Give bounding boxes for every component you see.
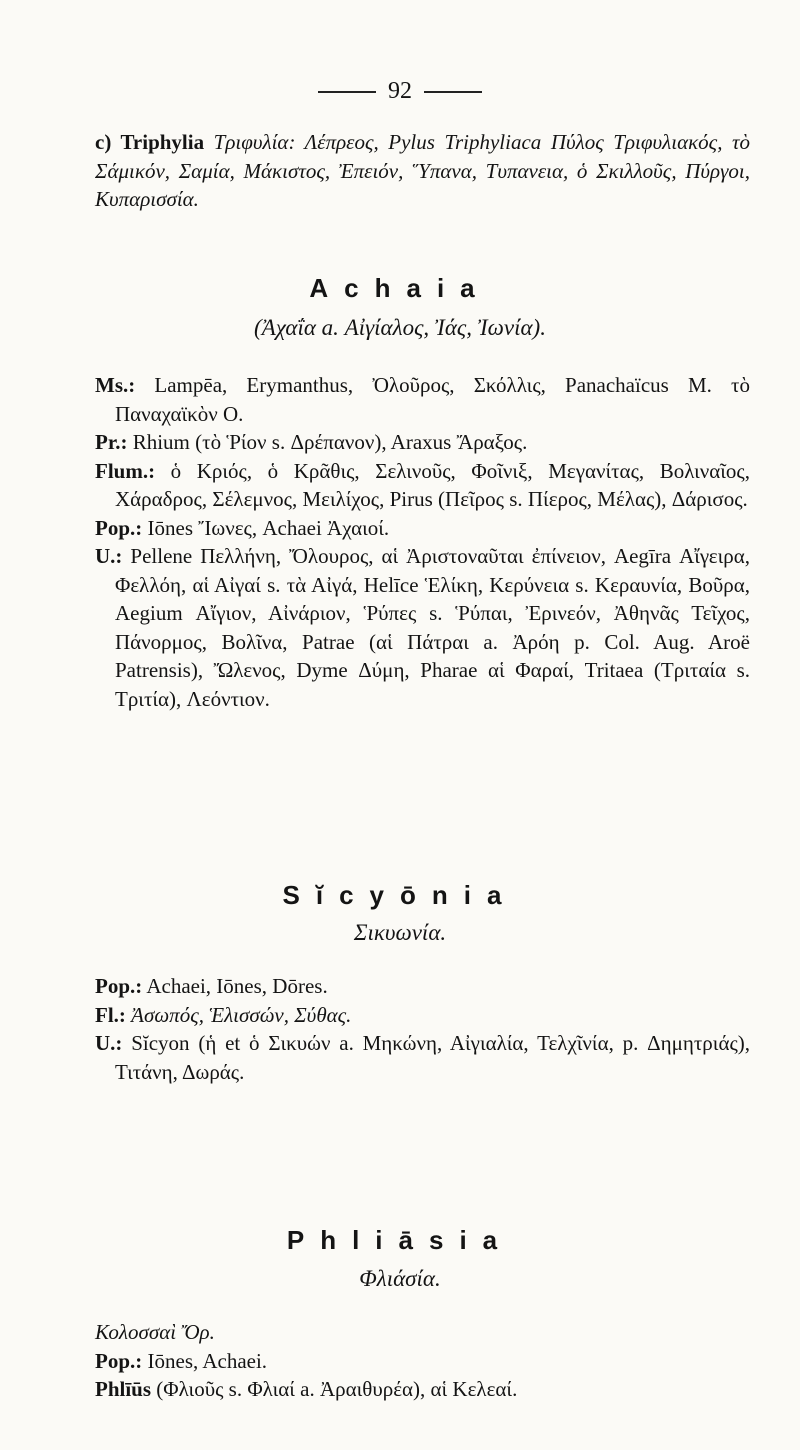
triphylia-label: c) Triphylia <box>95 130 205 154</box>
triphylia-text: Τριφυλία: Λέπρεος, Pylus Triphyliaca Πύλος Τριφυλιακός, τὸ Σάμικόν, Σαμία, Μάκιστος, Ἐπειόν, Ὕπανα, Τυπανεια, ὁ Σκιλλοῦς, Πύργοι, Κυπαρισσία. <box>95 130 750 211</box>
page-number <box>0 78 800 105</box>
rule-left <box>318 91 376 93</box>
achaia-ms <box>95 371 750 428</box>
achaia-flum <box>95 457 750 514</box>
sicyonia-heading: Sĭcyōnia <box>282 880 518 910</box>
phliasia-phlius <box>95 1375 750 1404</box>
sicyonia-u <box>95 1029 750 1086</box>
sicyonia-subheading: Σικυωνία. <box>353 920 447 945</box>
phliasia-pop <box>95 1347 750 1376</box>
achaia-entries <box>95 371 750 713</box>
achaia-subheading: (Ἀχαΐα a. Αἰγίαλος, Ἰάς, Ἰωνία). <box>254 315 546 340</box>
achaia-u-text: Pellene Πελλήνη, Ὄλουρος, αἱ Ἀριστοναῦται ἐπίνειον, Aegīra Αἴγειρα, Φελλόη, αἱ Αἰγαί s. τὰ Αἰγά, Helīce Ἑλίκη, Κερύνεια s. Κεραυνία, Βοῦρα, Aegium Αἴγιον, Αἰνάριον, Ῥύπες s. Ῥύπαι, Ἐρινεόν, Ἀθηνᾶς Τεῖχος, Πάνορμος, Βολῖνα, Patrae (αἱ Πάτραι a. Ἀρόη p. Col. Aug. Aroë Patrensis), Ὤλενος, Dyme Δύμη, Pharae αἱ Φαραί, Tritaea (Τριταία s. Τριτία), Λεόντιον. <box>115 544 751 711</box>
phliasia-subheading: Φλιάσία. <box>359 1266 441 1291</box>
sicyonia-entries <box>95 972 750 1086</box>
achaia-pop <box>95 514 750 543</box>
rule-right <box>424 91 482 93</box>
sicyonia-u-text: Sĭcyon (ἡ et ὁ Σικυών a. Μηκώνη, Αἰγιαλία, Τελχῖνία, p. Δημητριάς), Τιτάνη, Δωράς. <box>115 1031 751 1084</box>
phliasia-phlius-text: (Φλιοῦς s. Φλιαί a. Ἀραιθυρέα), αἱ Κελεαί. <box>156 1377 518 1401</box>
achaia-u <box>95 542 750 713</box>
achaia-u-label: U.: <box>95 544 123 568</box>
phliasia-mountains: Κολοσσαὶ Ὄρ. <box>95 1320 215 1344</box>
sicyonia-fl-label: Fl.: <box>95 1002 126 1027</box>
achaia-pr-text: Rhium (τὸ Ῥίον s. Δρέπανον), Araxus Ἄραξος. <box>132 430 528 454</box>
page-number-text: 92 <box>388 78 412 104</box>
phliasia-pop-label: Pop.: <box>95 1348 143 1373</box>
achaia-ms-label: Ms.: <box>95 373 136 397</box>
achaia-flum-text: ὁ Κριός, ὁ Κρᾶθις, Σελινοῦς, Φοῖνιξ, Μεγανίτας, Βολιναῖος, Χάραδρος, Σέλεμνος, Μειλίχος, Pirus (Πεῖρος s. Πίερος, Μέλας), Δάρισος. <box>115 458 750 511</box>
sicyonia-fl-text: Ἀσωπός, Ἑλισσών, Σύθας. <box>131 1002 352 1027</box>
sicyonia-pop-label: Pop.: <box>95 974 143 998</box>
achaia-flum-label: Flum.: <box>95 458 156 483</box>
sicyonia-fl <box>95 1001 750 1030</box>
achaia-pr <box>95 428 750 457</box>
sicyonia-pop-text: Achaei, Iōnes, Dōres. <box>146 974 328 998</box>
phliasia-phlius-label: Phlīūs <box>95 1377 152 1401</box>
achaia-pop-label: Pop.: <box>95 515 143 540</box>
achaia-ms-text: Lampēa, Erymanthus, Ὀλοῦρος, Σκόλλις, Panachaïcus M. τὸ Παναχαϊκὸν Ο. <box>115 373 750 426</box>
phliasia-heading: Phliāsia <box>286 1225 514 1255</box>
achaia-pr-label: Pr.: <box>95 430 128 454</box>
achaia-pop-text: Iōnes Ἴωνες, Achaei Ἀχαιοί. <box>147 515 390 540</box>
phliasia-entries <box>95 1318 750 1404</box>
triphylia-paragraph <box>95 128 750 214</box>
achaia-heading: Achaia <box>309 273 491 303</box>
sicyonia-u-label: U.: <box>95 1031 123 1055</box>
phliasia-pop-text: Iōnes, Achaei. <box>147 1348 268 1373</box>
sicyonia-pop <box>95 972 750 1001</box>
